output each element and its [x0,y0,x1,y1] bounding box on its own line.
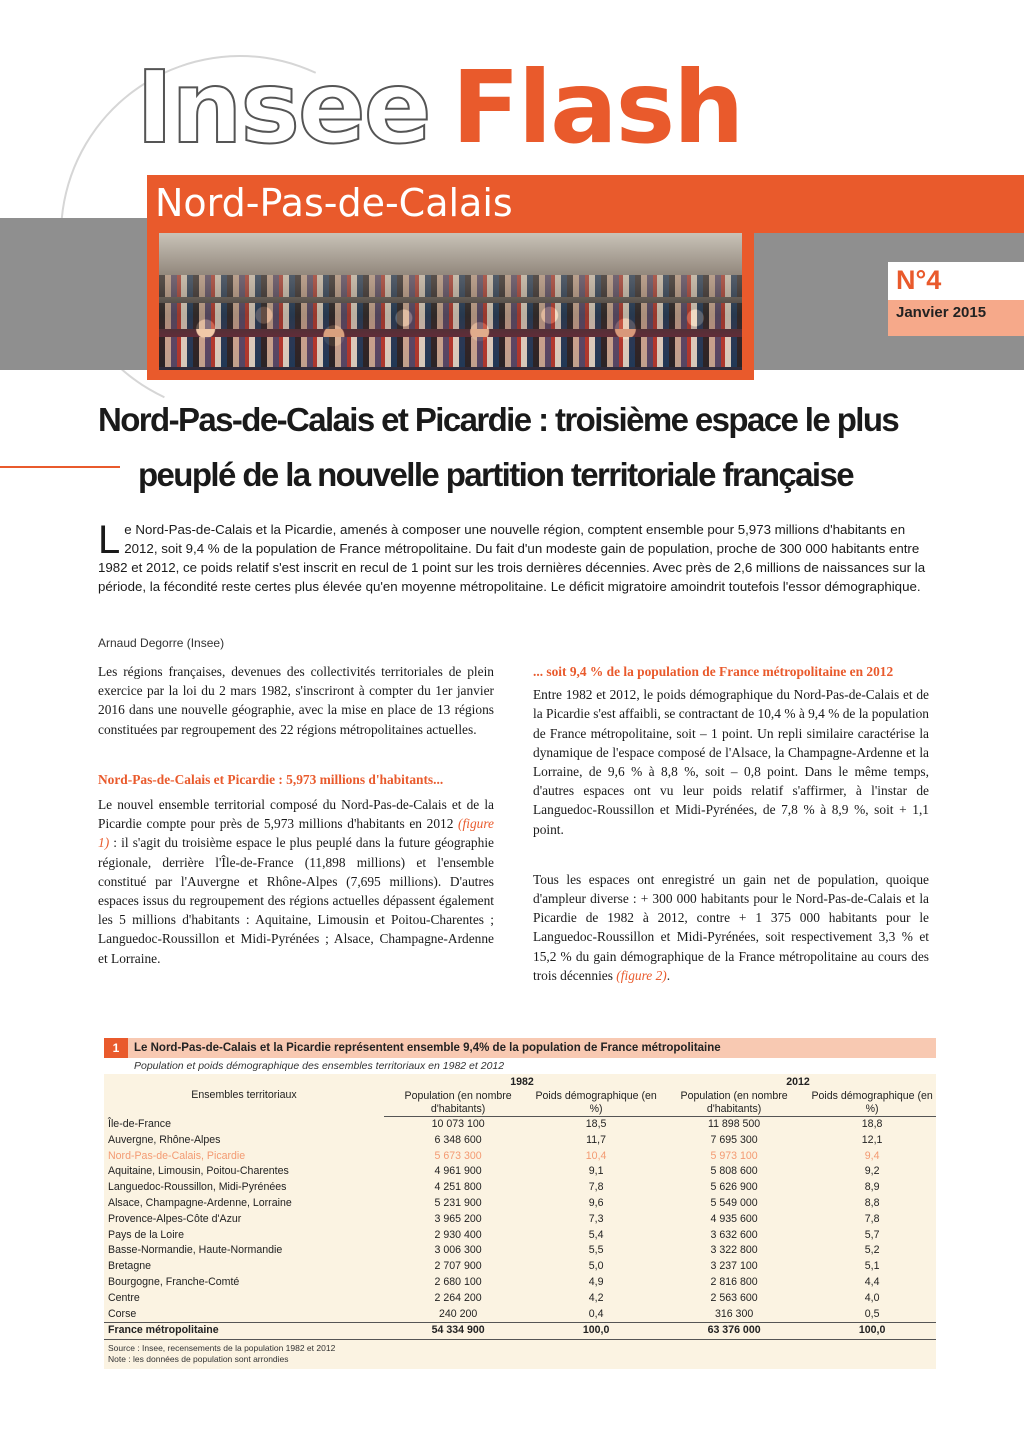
row-name: Basse-Normandie, Haute-Normandie [108,1244,283,1257]
cell-pop-2012: 2 816 800 [710,1275,758,1288]
cell-poids-1982: 5,5 [588,1244,604,1257]
cell-poids-2012: 9,2 [864,1165,880,1178]
cell-pop-2012: 5 973 100 [710,1149,758,1162]
cell-pop-2012: 5 549 000 [710,1196,758,1209]
cell-pop-2012: 11 898 500 [707,1118,761,1130]
cell-pop-2012: 3 322 800 [710,1244,758,1257]
cell-poids-2012: 100,0 [808,1323,936,1340]
brand-logo [136,49,743,178]
cell-pop-1982: 10 073 100 [431,1118,485,1130]
cell-poids-2012: 4,4 [864,1275,880,1288]
row-name: Nord-Pas-de-Calais, Picardie [108,1149,246,1162]
figure-1-link[interactable]: (figure 1) [98,816,494,851]
cell-pop-1982: 2 707 900 [434,1260,482,1273]
cell-poids-2012: 8,9 [864,1181,880,1194]
cell-poids-2012: 18,8 [861,1118,883,1130]
left-paragraph-2-text: Le nouvel ensemble territorial composé du Nord-Pas-de-Calais et de la Picardie compte pour près de 5,973 millions d'habitants en 2012 [98,797,494,832]
right-subhead: ... soit 9,4 % de la population de France métropolitaine en 2012 [533,664,894,679]
header-poids-2012: Poids démographique (en %) [808,1090,936,1117]
cell-pop-2012: 3 237 100 [710,1260,758,1273]
left-paragraph-2 [98,795,494,968]
cell-poids-1982: 5,0 [588,1260,604,1273]
crowd-row [159,275,742,297]
row-name: Centre [108,1291,140,1304]
table-row [104,1307,936,1323]
row-name: Alsace, Champagne-Ardenne, Lorraine [108,1196,292,1209]
cell-poids-2012: 5,2 [864,1244,880,1257]
figure-1-table [104,1038,936,1369]
cell-poids-1982: 4,2 [588,1291,604,1304]
cell-poids-1982: 7,3 [588,1212,604,1225]
crowd-photo [147,225,754,380]
left-column [98,662,494,968]
left-subhead: Nord-Pas-de-Calais et Picardie : 5,973 millions d'habitants... [98,771,444,787]
cell-poids-1982: 0,4 [588,1307,604,1320]
cell-poids-2012: 5,1 [864,1260,880,1273]
row-name: Languedoc-Roussillon, Midi-Pyrénées [108,1181,287,1194]
row-name: Île-de-France [108,1117,171,1130]
row-name: Aquitaine, Limousin, Poitou-Charentes [108,1165,289,1178]
cell-poids-1982: 5,4 [588,1228,604,1241]
cell-poids-1982: 9,1 [588,1165,604,1178]
cell-pop-2012: 316 300 [714,1307,754,1320]
brand-flash: Flash [451,49,743,166]
cell-pop-1982: 4 961 900 [434,1165,482,1178]
crowd-row [159,303,742,329]
row-name: France métropolitaine [104,1323,384,1340]
issue-number: N°4 [896,265,942,295]
title-line-1: Nord-Pas-de-Calais et Picardie : troisième espace le plus [98,401,899,438]
cell-poids-2012: 12,1 [861,1133,883,1146]
cell-poids-1982: 18,5 [585,1118,607,1130]
crowd-row [159,337,742,367]
cell-poids-1982: 7,8 [588,1181,604,1194]
cell-poids-2012: 7,8 [864,1212,880,1225]
lead-text: e Nord-Pas-de-Calais et la Picardie, amenés à composer une nouvelle région, comptent ensemble pour 5,973 millions d'habitants en 2012, soit 9,4 % de la population de France métropolitaine. Du fait d'un modeste gain de population, proche de 300 000 habitants entre 1982 et 2012, ce poids relatif s'est inscrit en recul de 1 point sur les trois dernières décennies. Avec près de 2,6 millions de naissances sur la période, la fécondité reste certes plus élevée qu'en moyenne métropolitaine. Le déficit migratoire amoindrit toutefois l'essor démographique. [98,522,926,594]
cell-poids-1982: 4,9 [588,1275,604,1288]
cell-poids-1982: 10,4 [585,1149,607,1162]
header-year-1982: 1982 [510,1075,534,1088]
table-row [104,1243,936,1259]
cell-pop-1982: 5 231 900 [434,1196,482,1209]
left-paragraph-1: Les régions françaises, devenues des collectivités territoriales de plein exercice par la loi du 2 mars 1982, s'inscriront à compter du 1er janvier 2016 dans une nouvelle géographie, avec la mise en place de 13 régions constituées par regroupement des 22 régions métropolitaines actuelles. [98,664,494,737]
table-row [104,1275,936,1291]
table-row-highlight [104,1149,936,1165]
right-paragraph-1: Entre 1982 et 2012, le poids démographique du Nord-Pas-de-Calais et de la Picardie s'est affaibli, se contractant de 10,4 % à 9,4 % de la population de France métropolitaine, soit – 1 point. Un repli similaire caractérise la dynamique de l'espace composé de l'Alsace, la Champagne-Ardenne et la Lorraine, de 9,6 % à 8,8 %, soit – 0,8 point. Dans le même temps, d'autres espaces ont vu leur poids relatif s'affirmer, à l'instar de Languedoc-Roussillon et Midi-Pyrénées, de 7,8 % à 8,9 %, soit + 1,1 point. [533,687,929,837]
table-subtitle: Population et poids démographique des ensembles territoriaux en 1982 et 2012 [134,1060,505,1072]
table-source: Source : Insee, recensements de la population 1982 et 2012 [108,1343,336,1354]
cell-poids-1982: 11,7 [586,1133,607,1146]
issue-date: Janvier 2015 [896,304,987,321]
row-name: Bourgogne, Franche-Comté [108,1275,240,1288]
cell-pop-1982: 2 680 100 [434,1275,482,1288]
table-row-total [104,1323,936,1340]
title-line-2: peuplé de la nouvelle partition territoriale française [138,456,853,493]
header-pop-2012: Population (en nombre d'habitants) [660,1090,808,1117]
cell-pop-1982: 6 348 600 [434,1133,482,1146]
lead-dropcap: L [98,518,121,562]
table-title: Le Nord-Pas-de-Calais et la Picardie représentent ensemble 9,4% de la population de France métropolitaine [134,1042,721,1054]
header-ensembles: Ensembles territoriaux [191,1088,297,1101]
left-paragraph-2-text-end: : il s'agit du troisième espace le plus peuplé dans la future géographie régionale, derrière l'Île-de-France (11,898 millions) et l'ensemble constitué par l'Auvergne et Rhône-Alpes (7,695 millions). D'autres espaces issus du regroupement des régions actuelles dépassent également les 5 millions d'habitants : Aquitaine, Limousin et Poitou-Charentes ; Languedoc-Roussillon et Midi-Pyrénées ; Alsace, Champagne-Ardenne et Lorraine. [98,835,494,966]
cell-pop-2012: 3 632 600 [710,1228,758,1241]
crowd-photo-image [159,233,742,370]
cell-pop-1982: 2 264 200 [434,1291,482,1304]
table-body [104,1074,936,1369]
cell-pop-1982: 240 200 [438,1307,478,1320]
cell-poids-1982: 9,6 [588,1196,604,1209]
table-number: 1 [104,1038,128,1058]
cell-pop-1982: 4 251 800 [434,1181,482,1194]
right-paragraph-2 [533,870,929,985]
table-note: Note : les données de population sont arrondies [108,1354,289,1365]
row-name: Corse [108,1307,137,1320]
header-pop-1982: Population (en nombre d'habitants) [384,1090,532,1117]
cell-pop-1982: 3 965 200 [434,1212,482,1225]
cell-pop-1982: 54 334 900 [384,1323,532,1340]
cell-poids-2012: 5,7 [864,1228,880,1241]
table-row [104,1228,936,1244]
population-table [104,1074,936,1340]
table-row [104,1133,936,1149]
row-name: Bretagne [108,1260,151,1273]
row-name: Auvergne, Rhône-Alpes [108,1133,221,1146]
cell-poids-2012: 4,0 [864,1291,880,1304]
right-paragraph-2-text-end: . [666,967,671,983]
page-title [98,392,928,502]
cell-pop-1982: 5 673 300 [434,1149,482,1162]
cell-pop-1982: 3 006 300 [434,1244,482,1257]
cell-poids-1982: 100,0 [532,1323,660,1340]
brand-insee: Insee [136,49,430,166]
table-title-bar [104,1038,936,1058]
cell-poids-2012: 9,4 [864,1149,880,1162]
table-notes [104,1340,936,1369]
title-accent-rule [0,466,120,468]
table-row [104,1196,936,1212]
cell-pop-1982: 2 930 400 [434,1228,482,1241]
right-paragraph-2-text: Tous les espaces ont enregistré un gain net de population, quoique d'ampleur diverse : + 300 000 habitants pour le Nord-Pas-de-Calais et la Picardie de 1982 à 2012, contre + 1 375 000 habitants pour le Languedoc-Roussillon et Midi-Pyrénées, soit respectivement 3,3 % et 15,2 % du gain démographique de la France métropolitaine au cours des trois décennies [533,871,929,983]
cell-pop-2012: 7 695 300 [710,1133,758,1146]
author-byline: Arnaud Degorre (Insee) [98,636,225,650]
table-row [104,1164,936,1180]
cell-pop-2012: 5 808 600 [710,1165,758,1178]
cell-poids-2012: 8,8 [864,1196,880,1209]
row-name: Provence-Alpes-Côte d'Azur [108,1212,242,1225]
cell-pop-2012: 2 563 600 [710,1291,758,1304]
cell-pop-2012: 4 935 600 [710,1212,758,1225]
table-row [104,1259,936,1275]
table-row [104,1117,936,1133]
region-name: Nord-Pas-de-Calais [155,181,513,225]
lead-paragraph [98,520,928,596]
right-column [533,662,929,985]
table-row [104,1212,936,1228]
table-row [104,1180,936,1196]
cell-poids-2012: 0,5 [864,1307,880,1320]
header-year-2012: 2012 [786,1075,810,1088]
figure-2-link[interactable]: (figure 2) [616,967,667,983]
header-poids-1982: Poids démographique (en %) [532,1090,660,1117]
cell-pop-2012: 5 626 900 [710,1181,758,1194]
cell-pop-2012: 63 376 000 [660,1323,808,1340]
table-row [104,1291,936,1307]
row-name: Pays de la Loire [108,1228,184,1241]
